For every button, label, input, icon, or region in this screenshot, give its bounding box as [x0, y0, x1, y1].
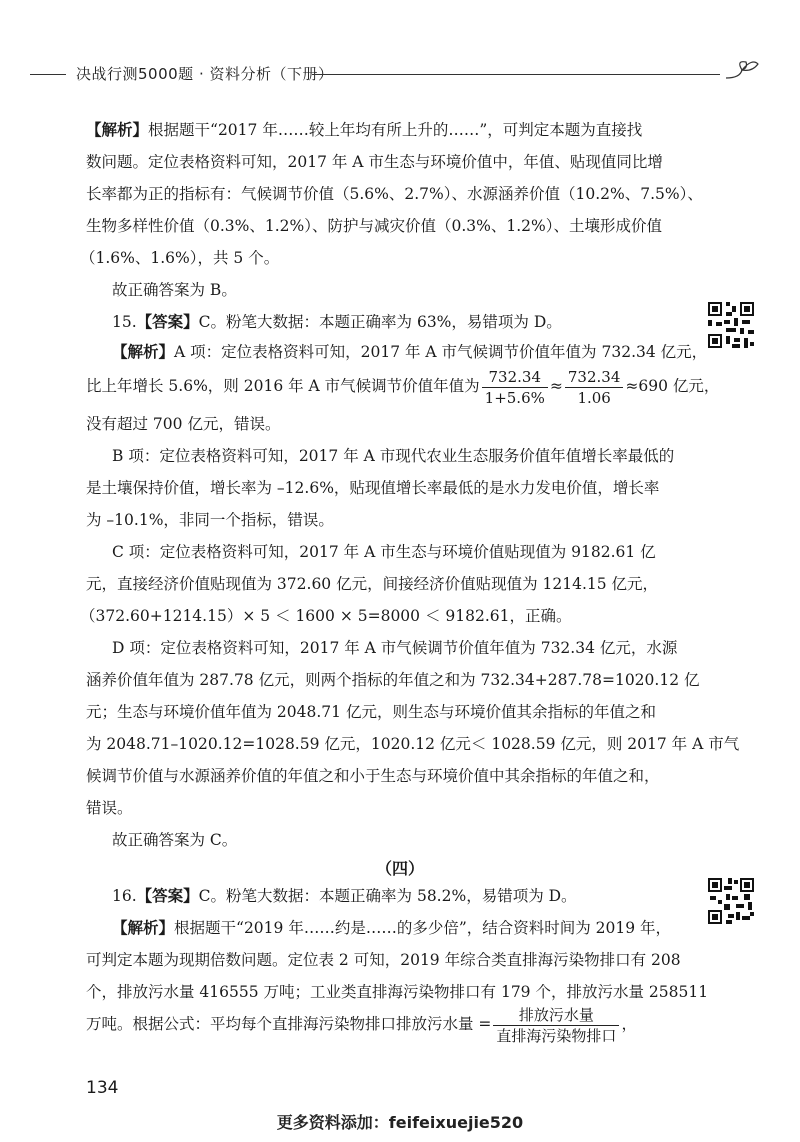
analysis-line: 是土壤保持价值，增长率为 –12.6%，贴现值增长率最低的是水力发电价值，增长率	[86, 479, 660, 497]
analysis-tag: 【解析】	[86, 120, 149, 139]
analysis-line: （1.6%、1.6%），共 5 个。	[80, 249, 280, 267]
analysis-line: 没有超过 700 亿元，错误。	[86, 415, 281, 433]
footer-note: 更多资料添加：feifeixuejie520	[276, 1113, 524, 1132]
analysis-line: D 项：定位表格资料可知，2017 年 A 市气候调节价值年值为 732.34 亿元，水源	[112, 639, 678, 657]
conclusion-line: 故正确答案为 C。	[112, 831, 238, 849]
conclusion-line: 故正确答案为 B。	[112, 281, 237, 299]
analysis-line: C 项：定位表格资料可知，2017 年 A 市生态与环境价值贴现值为 9182.61 亿	[112, 543, 656, 561]
page-header	[0, 58, 800, 92]
header-title: 决战行测5000题 · 资料分析（下册）	[76, 65, 334, 83]
analysis-line: 【解析】根据题干“2019 年……约是……的多少倍”，结合资料时间为 2019 年，	[112, 918, 672, 937]
analysis-line: 生物多样性价值（0.3%、1.2%）、防护与减灾价值（0.3%、1.2%）、土壤形成价值	[86, 217, 663, 235]
analysis-line: 为 2048.71–1020.12=1028.59 亿元，1020.12 亿元＜ 1028.59 亿元，则 2017 年 A 市气	[86, 735, 740, 753]
analysis-line-with-fraction: 万吨。根据公式：平均每个直排海污染物排口排放污水量 = $\frac{\text{排放污水量}}{\text{直排海污染物排口}}$ ，	[86, 1005, 637, 1045]
analysis-line: 个，排放污水量 416555 万吨；工业类直排海污染物排口有 179 个，排放污水量 258511	[86, 983, 709, 1001]
analysis-line: （372.60+1214.15）× 5 ＜ 1600 × 5=8000 ＜ 9182.61，正确。	[80, 607, 572, 625]
analysis-line: 错误。	[86, 799, 133, 817]
page-number: 134	[86, 1078, 119, 1098]
analysis-line: 【解析】根据题干“2017 年……较上年均有所上升的……”，可判定本题为直接找	[86, 120, 643, 139]
section-title: （四）	[375, 859, 424, 878]
analysis-line: 长率都为正的指标有：气候调节价值（5.6%、2.7%）、水源涵养价值（10.2%、7.5%）、	[86, 185, 703, 203]
analysis-line: 候调节价值与水源涵养价值的年值之和小于生态与环境价值中其余指标的年值之和，	[86, 767, 660, 785]
answer-line-q15: 15.【答案】C。粉笔大数据：本题正确率为 63%，易错项为 D。	[112, 312, 562, 331]
question-number: 15.	[112, 313, 137, 331]
header-rule-left	[30, 74, 66, 75]
header-rule-right	[312, 74, 720, 75]
analysis-tag: 【解析】	[112, 342, 175, 361]
analysis-line: 可判定本题为现期倍数问题。定位表 2 可知，2019 年综合类直排海污染物排口有 208	[86, 951, 681, 969]
answer-tag: 【答案】	[136, 312, 199, 331]
analysis-line: 涵养价值年值为 287.78 亿元，则两个指标的年值之和为 732.34+287.78=1020.12 亿	[86, 671, 700, 689]
analysis-line: 数问题。定位表格资料可知，2017 年 A 市生态与环境价值中，年值、贴现值同比增	[86, 153, 663, 171]
question-number: 16.	[112, 887, 137, 905]
analysis-tag: 【解析】	[112, 918, 175, 937]
fraction: $\frac{\text{排放污水量}}{\text{直排海污染物排口}}$	[493, 1006, 619, 1045]
fraction: $\frac{732.34}{1.06}$	[565, 368, 624, 407]
answer-tag: 【答案】	[136, 886, 199, 905]
analysis-line: 为 –10.1%，非同一个指标，错误。	[86, 511, 334, 529]
answer-line-q16: 16.【答案】C。粉笔大数据：本题正确率为 58.2%，易错项为 D。	[112, 886, 577, 905]
analysis-line: 【解析】A 项：定位表格资料可知，2017 年 A 市气候调节价值年值为 732.34 亿元，	[112, 342, 708, 361]
analysis-line: B 项：定位表格资料可知，2017 年 A 市现代农业生态服务价值年值增长率最低的	[112, 447, 675, 465]
fraction: $\frac{732.34}{1+5.6\%}$	[482, 368, 548, 407]
analysis-line: 元；生态与环境价值年值为 2048.71 亿元，则生态与环境价值其余指标的年值之和	[86, 703, 656, 721]
analysis-line-with-fraction: 比上年增长 5.6%，则 2016 年 A 市气候调节价值年值为 $\frac{732.34}{1+5.6\%}$ ≈ $\frac{732.34}{1.06}$ ≈690 亿元，	[86, 367, 720, 407]
analysis-line: 元，直接经济价值贴现值为 372.60 亿元，间接经济价值贴现值为 1214.15 亿元，	[86, 575, 659, 593]
sprout-icon	[722, 56, 762, 86]
